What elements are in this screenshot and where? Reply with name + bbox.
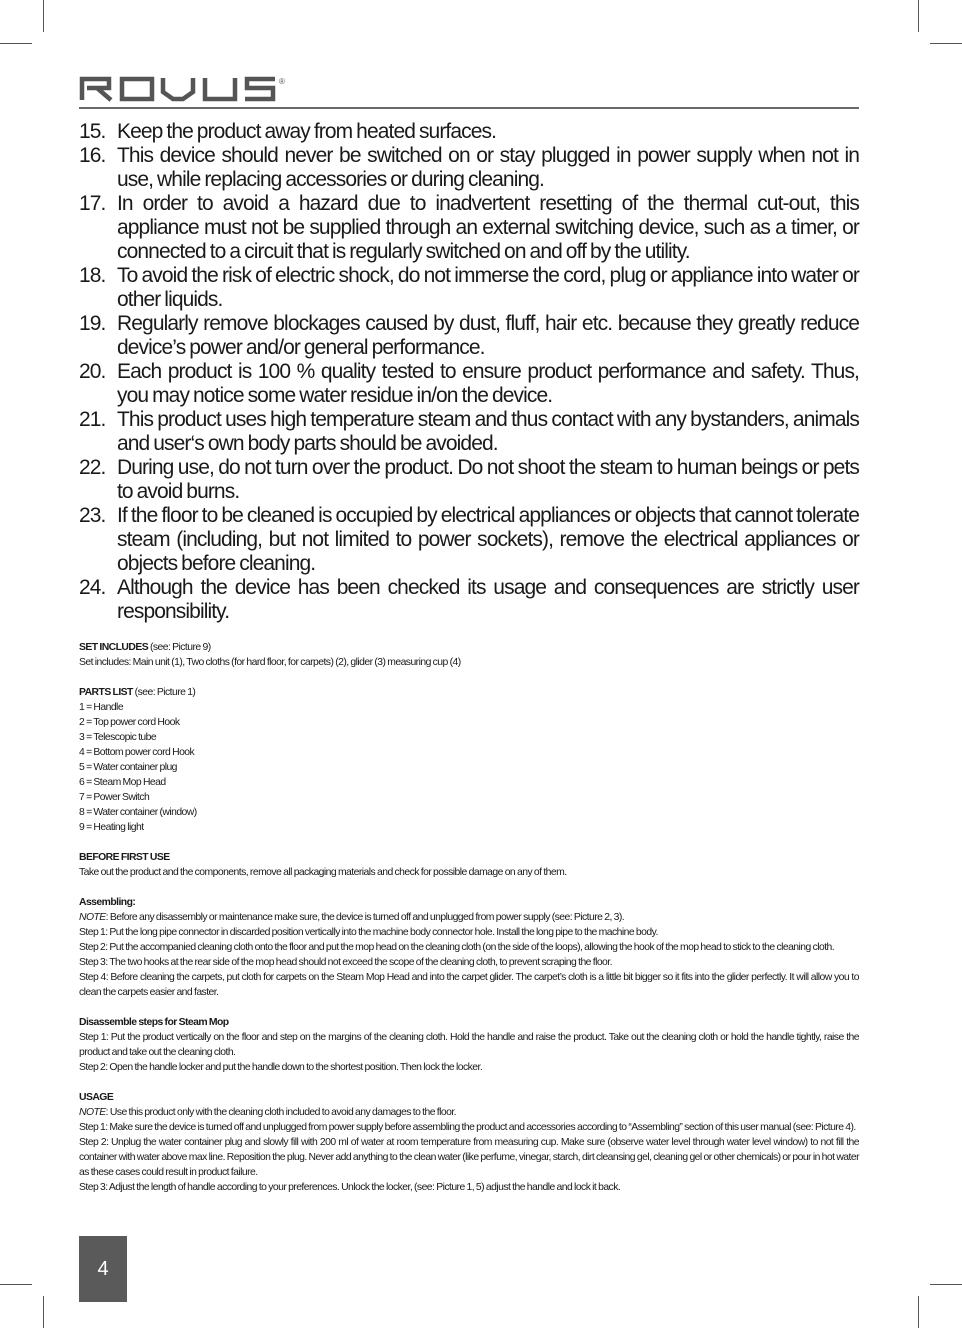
item-text: Keep the product away from heated surfaces. (117, 120, 497, 143)
set-includes-section (79, 640, 859, 670)
section-heading-line (79, 850, 859, 865)
crop-mark (930, 1284, 962, 1285)
item-text: This product uses high temperature steam and thus contact with any bystanders, animals and user‘s own body parts should be avoided. (117, 408, 859, 455)
before-first-use-text: Take out the product and the components, remove all packaging materials and check for possible damage on any of them. (79, 867, 567, 878)
item-text: Regularly remove blockages caused by dust, fluff, hair etc. because they greatly reduce device’s power and/or general performance. (117, 312, 859, 359)
item-number: 21. (79, 408, 106, 431)
before-first-use-heading: BEFORE FIRST USE (79, 852, 170, 863)
list-item (79, 408, 859, 456)
part-item: 5 = Water container plug (79, 762, 177, 773)
item-text: To avoid the risk of electric shock, do not immerse the cord, plug or appliance into water or other liquids. (117, 264, 859, 311)
crop-mark (43, 1296, 44, 1328)
item-number: 17. (79, 192, 106, 215)
usage-section (79, 1090, 859, 1195)
note-label: NOTE (79, 912, 106, 923)
parts-list-heading: PARTS LIST (79, 687, 133, 698)
note-text: : Use this product only with the cleaning cloth included to avoid any damages to the floor. (105, 1107, 456, 1118)
item-number: 16. (79, 144, 106, 167)
item-number: 24. (79, 576, 106, 599)
registered-mark: ® (279, 77, 285, 86)
set-includes-text: Set includes: Main unit (1), Two cloths (for hard floor, for carpets) (2), glider (3) measuring cup (4) (79, 657, 461, 668)
page-number-text: 4 (97, 1257, 109, 1280)
list-item (79, 456, 859, 504)
parts-list-section (79, 685, 859, 835)
item-text: During use, do not turn over the product. Do not shoot the steam to human beings or pets to avoid burns. (117, 456, 859, 503)
list-item (79, 264, 859, 312)
item-text: This device should never be switched on or stay plugged in power supply when not in use, while replacing accessories or during cleaning. (117, 144, 859, 191)
item-number: 19. (79, 312, 106, 335)
item-number: 20. (79, 360, 106, 383)
section-heading-line (79, 1015, 859, 1030)
item-text: Each product is 100 % quality tested to ensure product performance and safety. Thus, you may notice some water residue in/on the device. (117, 360, 859, 407)
disassemble-section (79, 1015, 859, 1075)
crop-mark (918, 0, 919, 32)
assembling-section (79, 895, 859, 1000)
parts-list-ref: (see: Picture 1) (132, 687, 196, 698)
part-item: 1 = Handle (79, 702, 124, 713)
list-item (79, 120, 859, 144)
set-includes-heading: SET INCLUDES (79, 642, 149, 653)
step-text: Step 2: Open the handle locker and put the handle down to the shortest position. Then lock the locker. (79, 1062, 483, 1073)
page-number (79, 1236, 127, 1302)
crop-mark (0, 1284, 32, 1285)
item-text: Although the device has been checked its usage and consequences are strictly user responsibility. (117, 576, 859, 623)
header-rule (79, 107, 859, 109)
note-line (79, 1105, 859, 1120)
section-heading-line (79, 1090, 859, 1105)
part-item: 4 = Bottom power cord Hook (79, 747, 195, 758)
part-item: 6 = Steam Mop Head (79, 777, 166, 788)
list-item (79, 312, 859, 360)
note-line (79, 910, 859, 925)
step-text: Step 3: The two hooks at the rear side of the mop head should not exceed the scope of the cleaning cloth, to prevent scraping the floor. (79, 957, 612, 968)
part-item: 9 = Heating light (79, 822, 144, 833)
part-item: 2 = Top power cord Hook (79, 717, 180, 728)
step-text: Step 1: Put the long pipe connector in discarded position vertically into the machine body connector hole. Install the long pipe to the machine body. (79, 927, 658, 938)
safety-instructions-list (79, 120, 859, 624)
crop-mark (43, 0, 44, 32)
item-number: 15. (79, 120, 106, 143)
list-item (79, 576, 859, 624)
usage-heading: USAGE (79, 1092, 114, 1103)
step-text: Step 1: Make sure the device is turned off and unplugged from power supply before assembling the product and accessories according to “Assembling” section of this user manual (see: Picture 4). (79, 1122, 856, 1133)
item-text: In order to avoid a hazard due to inadvertent resetting of the thermal cut-out, this appliance must not be supplied through an external switching device, such as a timer, or connected to a circuit that is regularly switched on and off by the utility. (117, 192, 859, 263)
part-item: 8 = Water container (window) (79, 807, 197, 818)
note-label: NOTE (79, 1107, 106, 1118)
crop-mark (930, 43, 962, 44)
brand-logo (79, 74, 289, 104)
set-includes-ref: (see: Picture 9) (148, 642, 211, 653)
item-text: If the floor to be cleaned is occupied by electrical appliances or objects that cannot tolerate steam (including, but not limited to power sockets), remove the electrical appliances or objects before cleaning. (117, 504, 859, 575)
crop-mark (0, 43, 32, 44)
crop-mark (918, 1296, 919, 1328)
step-text: Step 4: Before cleaning the carpets, put cloth for carpets on the Steam Mop Head and into the carpet glider. The carpet’s cloth is a little bit bigger so it fits into the glider perfectly. It will allow you to clean the carpets easier and faster. (79, 972, 859, 998)
section-heading-line (79, 895, 859, 910)
step-text: Step 2: Unplug the water container plug and slowly fill with 200 ml of water at room temperature from measuring cup. Make sure (observe water level through water level window) to not fill the container with water above max line. Reposition the plug. Never add anything to the clean water (like perfume, vinegar, starch, dirt cleansing gel, cleaning gel or other chemicals) or pour in hot water as these cases could result in product failure. (79, 1137, 859, 1178)
list-item (79, 360, 859, 408)
list-item (79, 504, 859, 576)
step-text: Step 1: Put the product vertically on the floor and step on the margins of the cleaning cloth. Hold the handle and raise the product. Take out the cleaning cloth or hold the handle tightly, raise the product and take out the cleaning cloth. (79, 1032, 859, 1058)
section-heading-line (79, 640, 859, 655)
part-item: 7 = Power Switch (79, 792, 150, 803)
step-text: Step 3: Adjust the length of handle according to your preferences. Unlock the locker, (see: Picture 1, 5) adjust the handle and lock it back. (79, 1182, 621, 1193)
manual-body (79, 640, 859, 1210)
part-item: 3 = Telescopic tube (79, 732, 157, 743)
item-number: 23. (79, 504, 106, 527)
note-text: : Before any disassembly or maintenance make sure, the device is turned off and unplugged from power supply (see: Picture 2, 3). (105, 912, 625, 923)
before-first-use-section (79, 850, 859, 880)
list-item (79, 192, 859, 264)
section-heading-line (79, 685, 859, 700)
list-item (79, 144, 859, 192)
disassemble-heading: Disassemble steps for Steam Mop (79, 1017, 229, 1028)
item-number: 18. (79, 264, 106, 287)
step-text: Step 2: Put the accompanied cleaning cloth onto the floor and put the mop head on the cleaning cloth (on the side of the loops), allowing the hook of the mop head to stick to the cleaning cloth. (79, 942, 835, 953)
item-number: 22. (79, 456, 106, 479)
assembling-heading: Assembling: (79, 897, 136, 908)
